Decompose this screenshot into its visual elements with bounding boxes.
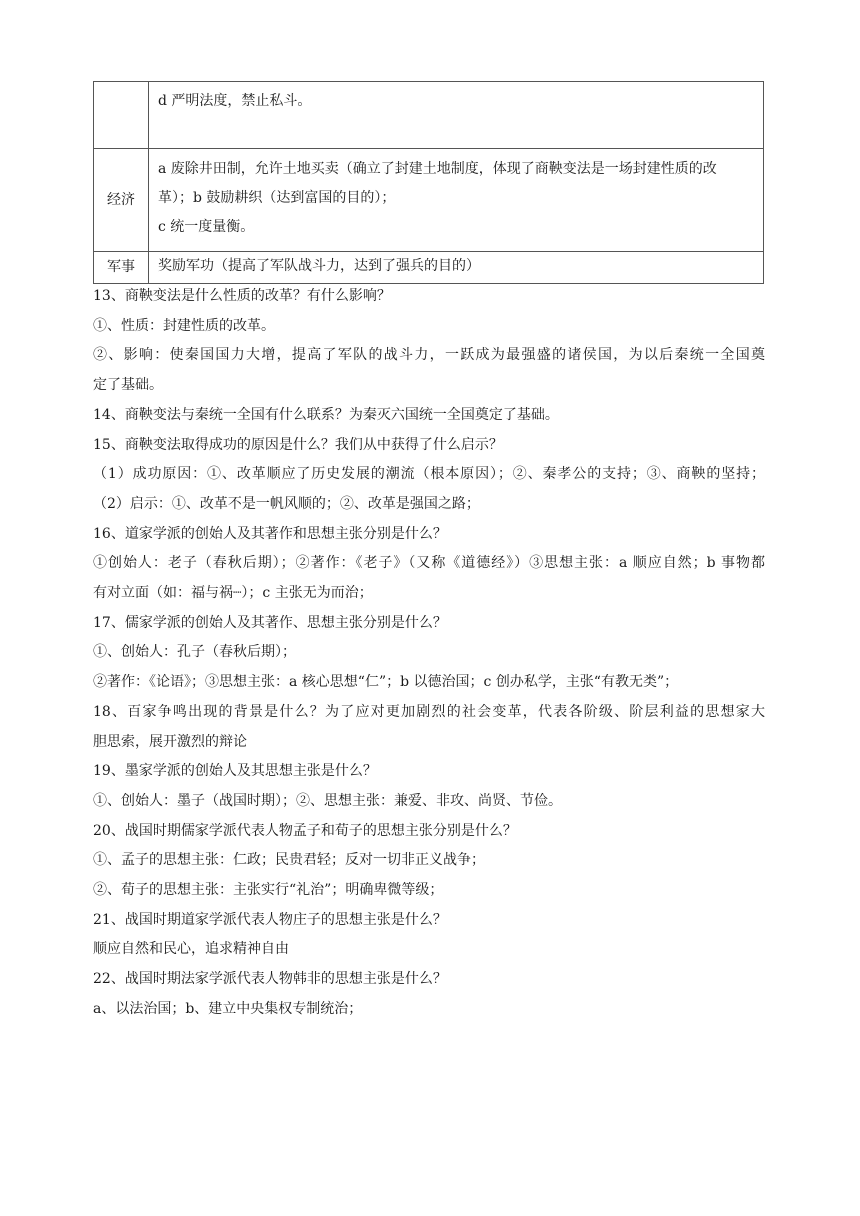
question-13: 13、商鞅变法是什么性质的改革？有什么影响？ bbox=[93, 288, 391, 304]
answer-line: ①创始人：老子（春秋后期）；②著作：《老子》（又称《道德经》）③思想主张：a 顺应自然；b 事物都 bbox=[93, 555, 765, 572]
answer-line: ①、性质：封建性质的改革。 bbox=[93, 317, 275, 334]
answer-line: 胆思索，展开激烈的辩论 bbox=[93, 733, 247, 750]
answer-line: （1）成功原因：①、改革顺应了历史发展的潮流（根本原因）；②、秦孝公的支持；③、商鞅的坚持； bbox=[93, 466, 765, 483]
cell-text: 革）；b 鼓励耕织（达到富国的目的）； bbox=[158, 190, 396, 206]
content-cell bbox=[149, 252, 764, 284]
category-cell: 军事 bbox=[94, 252, 149, 284]
answer-line: ①、创始人：孔子（春秋后期）； bbox=[93, 644, 296, 661]
question-19: 19、墨家学派的创始人及其思想主张是什么？ bbox=[93, 763, 377, 780]
question-15: 15、商鞅变法取得成功的原因是什么？我们从中获得了什么启示？ bbox=[93, 436, 503, 453]
question-20: 20、战国时期儒家学派代表人物孟子和荀子的思想主张分别是什么？ bbox=[93, 822, 517, 839]
question-17: 17、儒家学派的创始人及其著作、思想主张分别是什么？ bbox=[93, 614, 447, 631]
cell-text: d 严明法度，禁止私斗。 bbox=[158, 93, 312, 109]
question-18: 18、百家争鸣出现的背景是什么？为了应对更加剧烈的社会变革，代表各阶级、阶层利益的思想家大 bbox=[93, 703, 765, 720]
answer-line: ②著作：《论语》；③思想主张：a 核心思想“仁”；b 以德治国；c 创办私学，主张“有教无类”； bbox=[93, 674, 679, 691]
answer-line: 定了基础。 bbox=[93, 377, 163, 394]
answer-line: （2）启示：①、改革不是一帆风顺的；②、改革是强国之路； bbox=[93, 495, 480, 512]
cell-text: 奖励军功（提高了军队战斗力，达到了强兵的目的） bbox=[158, 258, 480, 274]
answer-line: 顺应自然和民心，追求精神自由 bbox=[93, 941, 289, 958]
table-row bbox=[94, 82, 764, 149]
answer-line: ②、影响：使秦国国力大增，提高了军队的战斗力，一跃成为最强盛的诸侯国，为以后秦统一全国奠 bbox=[93, 347, 765, 364]
answer-line: ①、孟子的思想主张：仁政；民贵君轻；反对一切非正义战争； bbox=[93, 852, 485, 869]
category-cell bbox=[94, 82, 149, 149]
category-cell: 经济 bbox=[94, 149, 149, 252]
qa-text-block bbox=[93, 282, 765, 1025]
answer-line: 有对立面（如：福与祸┈）；c 主张无为而治； bbox=[93, 585, 373, 602]
question-21: 21、战国时期道家学派代表人物庄子的思想主张是什么？ bbox=[93, 911, 447, 928]
question-16: 16、道家学派的创始人及其著作和思想主张分别是什么？ bbox=[93, 525, 447, 542]
answer-line: ①、创始人：墨子（战国时期）；②、思想主张：兼爱、非攻、尚贤、节俭。 bbox=[93, 792, 562, 809]
question-14: 14、商鞅变法与秦统一全国有什么联系？为秦灭六国统一全国奠定了基础。 bbox=[93, 406, 559, 423]
question-22: 22、战国时期法家学派代表人物韩非的思想主张是什么？ bbox=[93, 971, 447, 988]
answer-line: a、以法治国；b、建立中央集权专制统治； bbox=[93, 1000, 363, 1017]
content-cell bbox=[149, 149, 764, 252]
cell-text: c 统一度量衡。 bbox=[158, 219, 255, 235]
table-row bbox=[94, 252, 764, 284]
table-row bbox=[94, 149, 764, 252]
content-cell bbox=[149, 82, 764, 149]
answer-line: ②、荀子的思想主张：主张实行“礼治”；明确卑微等级； bbox=[93, 882, 444, 899]
cell-text: a 废除井田制，允许土地买卖（确立了封建土地制度，体现了商鞅变法是一场封建性质的改 bbox=[158, 161, 717, 177]
reform-measures-table bbox=[93, 81, 764, 284]
